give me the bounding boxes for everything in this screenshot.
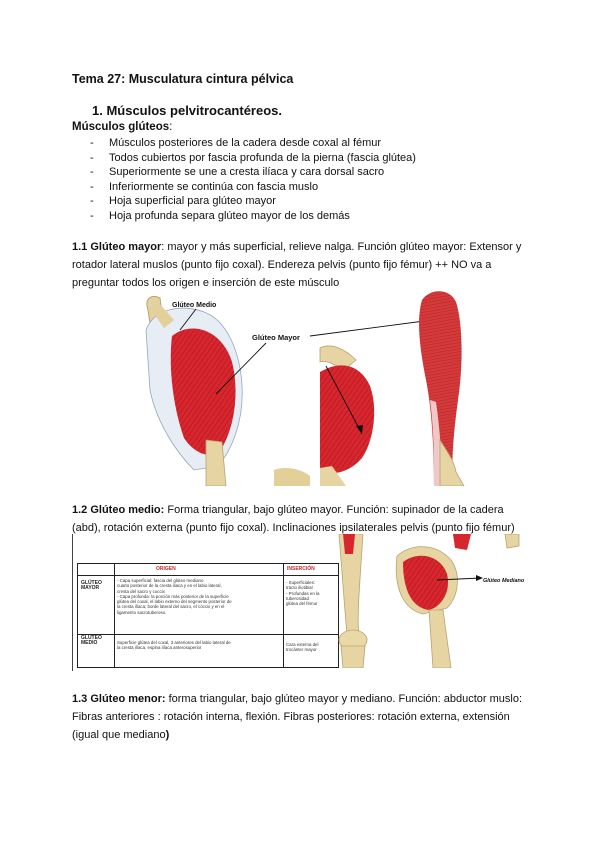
subheading: Músculos glúteos: <box>72 121 173 133</box>
left-hip-panel <box>146 297 242 487</box>
table-cell-insercion: Cara externa del trocánter mayor <box>286 642 319 653</box>
gluteo-medio-paragraph: 1.2 Glúteo medio: Forma triangular, bajo glúteo mayor. Función: supinador de la cadera (abd), rotación externa (punto fijo coxal). Inclinaciones ipsilaterales pelvis (punto fijo fémur) <box>72 504 515 534</box>
femur-panel <box>339 534 367 668</box>
list-item: - Hoja superficial para glúteo mayor <box>90 195 276 208</box>
right-thigh-panel <box>419 291 464 486</box>
page-title: Tema 27: Musculatura cintura pélvica <box>72 72 294 86</box>
list-item: - Todos cubiertos por fascia profunda de la pierna (fascia glútea) <box>90 151 416 164</box>
pelvis-panel <box>396 534 471 668</box>
knee-fragment <box>505 534 519 548</box>
table-row-label: GLÚTEO MEDIO <box>81 635 102 647</box>
label-gluteo-mayor: Glúteo Mayor <box>252 333 300 342</box>
table-header-origen: ORIGEN <box>156 566 176 572</box>
table-cell-insercion: - Superficiales: tracto iliotibial - Profundas en la tuberosidad glútea del fémur <box>286 580 320 607</box>
gluteo-mayor-paragraph: 1.1 Glúteo mayor: mayor y más superficial, relieve nalga. Función glúteo mayor: Extensor y rotador lateral muslos (punto fijo coxal). Endereza pelvis (punto fijo fémur) ++ NO va a preguntar todos los origen e inserción de este músculo <box>72 241 522 289</box>
table-cell-origen: Superficie glútea del coxal, 3 anteriores del labio lateral de la cresta ilíaca, espina ilíaca anterosuperior <box>117 640 231 651</box>
list-item: - Hoja profunda separa glúteo mayor de los demás <box>90 209 350 222</box>
gluteo-medio-illustration <box>333 534 525 668</box>
label-gluteo-mediano: Glúteo Mediano <box>483 578 525 584</box>
label-gluteo-medio: Glúteo Medio <box>172 302 217 309</box>
list-item: - Inferiormente se continúa con fascia muslo <box>90 180 319 193</box>
leader-line <box>310 320 432 336</box>
middle-buttock-panel <box>274 342 376 486</box>
divider <box>72 534 73 671</box>
table-row-label: GLÚTEO MAYOR <box>81 580 102 592</box>
gluteo-menor-paragraph: 1.3 Glúteo menor: forma triangular, bajo glúteo mayor y mediano. Función: abductor muslo: Fibras anteriores : rotación interna, flexión. Fibras posteriores: rotación externa, extensión (igual que mediano) <box>72 693 522 741</box>
bullet-list <box>90 136 416 224</box>
table-header-insercion: INSERCIÓN <box>287 566 315 572</box>
section-heading: 1. Músculos pelvitrocantéreos. <box>92 103 283 118</box>
table-cell-origen: - Capa superficial: fascia del glúteo mediano cuarto posterior de la cresta iliaca y en el labio lateral, cresta del sacro y coccix - Capa profunda: la porción más posterior de la superficie glútea del coxal, el labio externo del segmento posterior de la cresta ilíaca; borde lateral del sacro, el cóccix y en el ligamento sacrotuberoso. <box>117 578 232 615</box>
gluteo-mayor-illustration <box>134 290 479 486</box>
origin-insertion-table <box>77 563 339 668</box>
list-item: - Superiormente se une a cresta ilíaca y cara dorsal sacro <box>90 166 385 179</box>
list-item: - Músculos posteriores de la cadera desde coxal al fémur <box>90 137 382 149</box>
